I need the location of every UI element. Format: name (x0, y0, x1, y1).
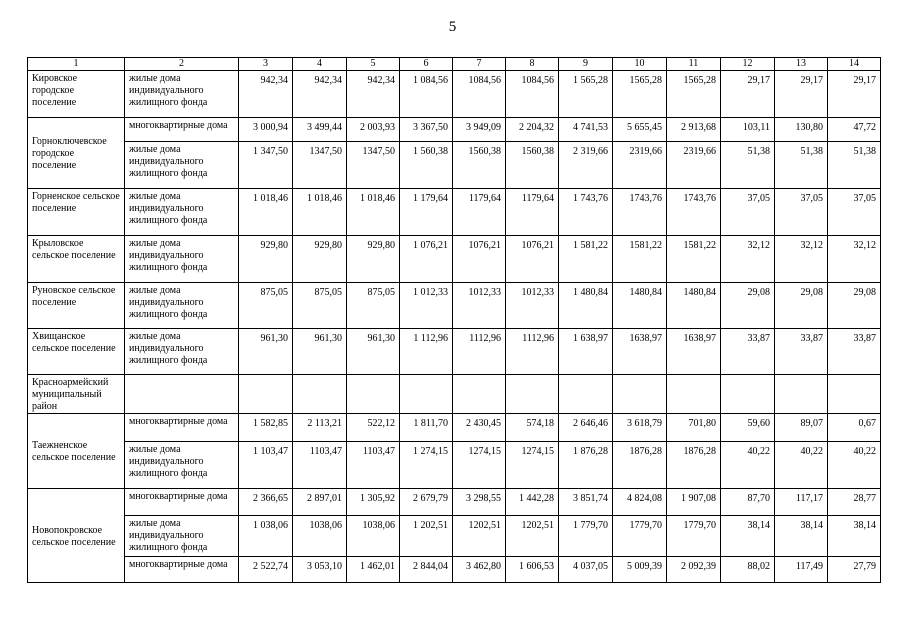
value-cell: 1112,96 (506, 329, 559, 375)
value-cell: 1638,97 (613, 329, 667, 375)
value-cell: 2 679,79 (400, 489, 453, 516)
value-cell: 3 367,50 (400, 118, 453, 142)
value-cell: 1581,22 (613, 236, 667, 283)
housing-type-cell: многоквартирные дома (125, 489, 239, 516)
value-cell: 1 018,46 (239, 189, 293, 236)
value-cell: 574,18 (506, 414, 559, 442)
value-cell: 875,05 (239, 283, 293, 329)
value-cell: 1 018,46 (293, 189, 347, 236)
value-cell: 522,12 (347, 414, 400, 442)
municipality-cell: Кировское городское поселение (28, 71, 125, 118)
value-cell: 1779,70 (667, 516, 721, 557)
value-cell: 33,87 (828, 329, 881, 375)
value-cell: 38,14 (775, 516, 828, 557)
housing-type-cell: жилые дома индивидуального жилищного фонда (125, 71, 239, 118)
value-cell: 29,08 (828, 283, 881, 329)
value-cell: 38,14 (828, 516, 881, 557)
value-cell: 1 305,92 (347, 489, 400, 516)
value-cell: 1 112,96 (400, 329, 453, 375)
value-cell: 1179,64 (453, 189, 506, 236)
value-cell: 1179,64 (506, 189, 559, 236)
value-cell: 1779,70 (613, 516, 667, 557)
value-cell: 3 499,44 (293, 118, 347, 142)
value-cell: 117,49 (775, 557, 828, 583)
value-cell: 87,70 (721, 489, 775, 516)
value-cell: 59,60 (721, 414, 775, 442)
value-cell: 1565,28 (613, 71, 667, 118)
table-row (28, 557, 881, 583)
header-row (28, 58, 881, 71)
value-cell: 29,08 (721, 283, 775, 329)
value-cell: 38,14 (721, 516, 775, 557)
municipality-cell: Новопокровское сельское поселение (28, 489, 125, 583)
value-cell: 1 084,56 (400, 71, 453, 118)
value-cell: 1 480,84 (559, 283, 613, 329)
value-cell: 1084,56 (506, 71, 559, 118)
table-row (28, 118, 881, 142)
housing-type-cell: жилые дома индивидуального жилищного фонда (125, 189, 239, 236)
value-cell (506, 375, 559, 414)
housing-type-cell: жилые дома индивидуального жилищного фонда (125, 142, 239, 189)
value-cell: 2 092,39 (667, 557, 721, 583)
value-cell: 1038,06 (293, 516, 347, 557)
header-cell: 9 (559, 58, 613, 71)
table-row (28, 516, 881, 557)
table-row (28, 375, 881, 414)
table-row (28, 142, 881, 189)
value-cell: 1560,38 (506, 142, 559, 189)
table-row (28, 414, 881, 442)
value-cell: 33,87 (721, 329, 775, 375)
table-row (28, 71, 881, 118)
value-cell: 1 811,70 (400, 414, 453, 442)
housing-type-cell (125, 375, 239, 414)
value-cell: 1 274,15 (400, 442, 453, 489)
value-cell: 1 582,85 (239, 414, 293, 442)
header-cell: 2 (125, 58, 239, 71)
value-cell: 3 000,94 (239, 118, 293, 142)
value-cell: 29,17 (775, 71, 828, 118)
municipality-cell: Горноключевское городское поселение (28, 118, 125, 189)
value-cell: 1 560,38 (400, 142, 453, 189)
value-cell: 1347,50 (293, 142, 347, 189)
value-cell: 1 018,46 (347, 189, 400, 236)
value-cell: 29,17 (828, 71, 881, 118)
value-cell: 1638,97 (667, 329, 721, 375)
header-cell: 3 (239, 58, 293, 71)
value-cell: 2 913,68 (667, 118, 721, 142)
value-cell: 1 347,50 (239, 142, 293, 189)
header-cell: 10 (613, 58, 667, 71)
value-cell: 2 319,66 (559, 142, 613, 189)
value-cell (293, 375, 347, 414)
value-cell: 37,05 (721, 189, 775, 236)
value-cell: 1 076,21 (400, 236, 453, 283)
value-cell: 1743,76 (613, 189, 667, 236)
value-cell: 3 053,10 (293, 557, 347, 583)
municipality-cell: Крыловское сельское поселение (28, 236, 125, 283)
housing-type-cell: жилые дома индивидуального жилищного фонда (125, 516, 239, 557)
value-cell: 51,38 (828, 142, 881, 189)
value-cell: 3 851,74 (559, 489, 613, 516)
value-cell: 1480,84 (613, 283, 667, 329)
value-cell: 5 655,45 (613, 118, 667, 142)
value-cell: 1876,28 (613, 442, 667, 489)
value-cell: 961,30 (293, 329, 347, 375)
value-cell: 1 907,08 (667, 489, 721, 516)
table-row (28, 236, 881, 283)
value-cell: 875,05 (347, 283, 400, 329)
value-cell: 1012,33 (453, 283, 506, 329)
value-cell: 1347,50 (347, 142, 400, 189)
value-cell: 2 003,93 (347, 118, 400, 142)
header-cell: 7 (453, 58, 506, 71)
value-cell: 1012,33 (506, 283, 559, 329)
municipality-cell: Руновское сельское поселение (28, 283, 125, 329)
value-cell (347, 375, 400, 414)
value-cell: 942,34 (293, 71, 347, 118)
housing-type-cell: жилые дома индивидуального жилищного фонда (125, 329, 239, 375)
value-cell: 1 743,76 (559, 189, 613, 236)
value-cell (828, 375, 881, 414)
value-cell: 117,17 (775, 489, 828, 516)
value-cell: 1038,06 (347, 516, 400, 557)
value-cell: 1 179,64 (400, 189, 453, 236)
value-cell: 1 442,28 (506, 489, 559, 516)
value-cell: 32,12 (721, 236, 775, 283)
value-cell: 961,30 (347, 329, 400, 375)
value-cell: 130,80 (775, 118, 828, 142)
value-cell: 2 113,21 (293, 414, 347, 442)
value-cell: 2 897,01 (293, 489, 347, 516)
value-cell: 40,22 (721, 442, 775, 489)
value-cell: 1 012,33 (400, 283, 453, 329)
value-cell: 2 366,65 (239, 489, 293, 516)
table-row (28, 442, 881, 489)
value-cell: 929,80 (347, 236, 400, 283)
value-cell: 1274,15 (506, 442, 559, 489)
header-cell: 14 (828, 58, 881, 71)
value-cell: 33,87 (775, 329, 828, 375)
housing-type-cell: жилые дома индивидуального жилищного фонда (125, 283, 239, 329)
value-cell: 3 298,55 (453, 489, 506, 516)
value-cell: 28,77 (828, 489, 881, 516)
value-cell: 2 844,04 (400, 557, 453, 583)
header-cell: 5 (347, 58, 400, 71)
tariff-table (27, 57, 881, 583)
value-cell: 942,34 (239, 71, 293, 118)
header-cell: 6 (400, 58, 453, 71)
housing-type-cell: многоквартирные дома (125, 414, 239, 442)
value-cell: 2319,66 (613, 142, 667, 189)
value-cell: 40,22 (828, 442, 881, 489)
municipality-cell: Таежненское сельское поселение (28, 414, 125, 489)
table-row (28, 489, 881, 516)
housing-type-cell: многоквартирные дома (125, 118, 239, 142)
value-cell: 875,05 (293, 283, 347, 329)
value-cell: 103,11 (721, 118, 775, 142)
value-cell: 1 462,01 (347, 557, 400, 583)
value-cell: 4 037,05 (559, 557, 613, 583)
value-cell (613, 375, 667, 414)
value-cell: 1274,15 (453, 442, 506, 489)
value-cell: 40,22 (775, 442, 828, 489)
value-cell: 37,05 (828, 189, 881, 236)
municipality-cell: Горненское сельское поселение (28, 189, 125, 236)
header-cell: 11 (667, 58, 721, 71)
value-cell (453, 375, 506, 414)
value-cell: 1 638,97 (559, 329, 613, 375)
housing-type-cell: многоквартирные дома (125, 557, 239, 583)
header-cell: 1 (28, 58, 125, 71)
value-cell: 1565,28 (667, 71, 721, 118)
value-cell (775, 375, 828, 414)
value-cell: 29,17 (721, 71, 775, 118)
value-cell (559, 375, 613, 414)
value-cell: 1581,22 (667, 236, 721, 283)
value-cell: 1 565,28 (559, 71, 613, 118)
value-cell: 1202,51 (453, 516, 506, 557)
table-row (28, 283, 881, 329)
value-cell: 4 741,53 (559, 118, 613, 142)
value-cell (667, 375, 721, 414)
value-cell: 1 202,51 (400, 516, 453, 557)
value-cell: 88,02 (721, 557, 775, 583)
value-cell: 1202,51 (506, 516, 559, 557)
value-cell: 3 462,80 (453, 557, 506, 583)
value-cell: 3 618,79 (613, 414, 667, 442)
value-cell (721, 375, 775, 414)
value-cell: 942,34 (347, 71, 400, 118)
value-cell: 701,80 (667, 414, 721, 442)
value-cell: 32,12 (828, 236, 881, 283)
value-cell: 51,38 (721, 142, 775, 189)
value-cell (400, 375, 453, 414)
value-cell: 4 824,08 (613, 489, 667, 516)
header-cell: 12 (721, 58, 775, 71)
value-cell: 51,38 (775, 142, 828, 189)
header-cell: 4 (293, 58, 347, 71)
value-cell: 1743,76 (667, 189, 721, 236)
value-cell: 89,07 (775, 414, 828, 442)
value-cell: 2319,66 (667, 142, 721, 189)
value-cell: 32,12 (775, 236, 828, 283)
value-cell: 1 581,22 (559, 236, 613, 283)
value-cell: 27,79 (828, 557, 881, 583)
value-cell: 2 646,46 (559, 414, 613, 442)
table-row (28, 329, 881, 375)
value-cell: 1876,28 (667, 442, 721, 489)
value-cell: 929,80 (239, 236, 293, 283)
value-cell: 0,67 (828, 414, 881, 442)
value-cell: 1076,21 (453, 236, 506, 283)
municipality-cell: Хвищанское сельское поселение (28, 329, 125, 375)
value-cell: 1560,38 (453, 142, 506, 189)
value-cell: 1084,56 (453, 71, 506, 118)
value-cell: 1 606,53 (506, 557, 559, 583)
value-cell: 2 522,74 (239, 557, 293, 583)
value-cell: 1076,21 (506, 236, 559, 283)
value-cell: 1480,84 (667, 283, 721, 329)
value-cell: 1 779,70 (559, 516, 613, 557)
value-cell: 37,05 (775, 189, 828, 236)
housing-type-cell: жилые дома индивидуального жилищного фонда (125, 442, 239, 489)
value-cell: 47,72 (828, 118, 881, 142)
value-cell: 1 103,47 (239, 442, 293, 489)
page-number: 5 (448, 19, 457, 35)
value-cell: 929,80 (293, 236, 347, 283)
header-cell: 8 (506, 58, 559, 71)
value-cell (239, 375, 293, 414)
value-cell: 2 430,45 (453, 414, 506, 442)
value-cell: 3 949,09 (453, 118, 506, 142)
table-row (28, 189, 881, 236)
value-cell: 1 876,28 (559, 442, 613, 489)
value-cell: 1103,47 (347, 442, 400, 489)
value-cell: 29,08 (775, 283, 828, 329)
value-cell: 2 204,32 (506, 118, 559, 142)
value-cell: 1103,47 (293, 442, 347, 489)
value-cell: 961,30 (239, 329, 293, 375)
value-cell: 5 009,39 (613, 557, 667, 583)
value-cell: 1112,96 (453, 329, 506, 375)
housing-type-cell: жилые дома индивидуального жилищного фонда (125, 236, 239, 283)
district-cell: Красноармейский муниципальный район (28, 375, 125, 414)
value-cell: 1 038,06 (239, 516, 293, 557)
header-cell: 13 (775, 58, 828, 71)
